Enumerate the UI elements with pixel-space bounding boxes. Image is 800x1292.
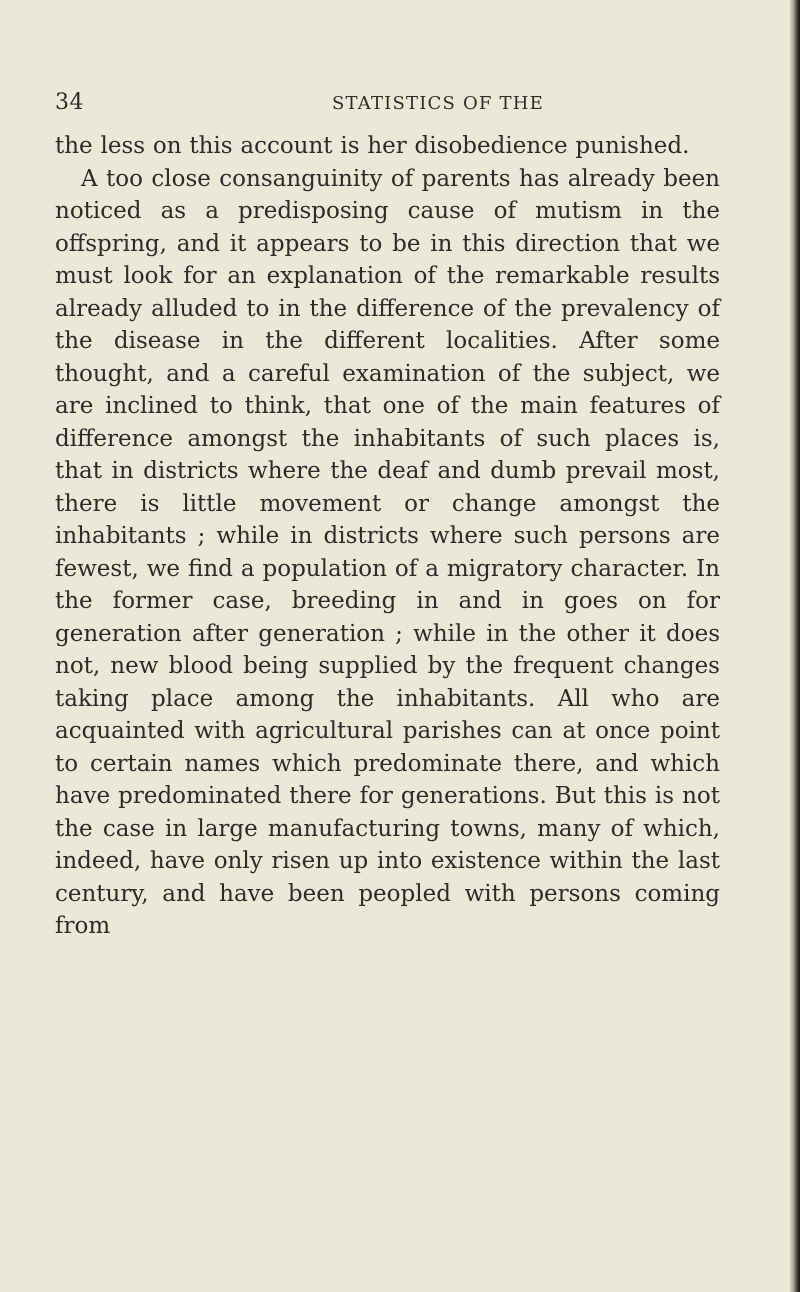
paragraph-continuation: the less on this account is her disobedience punished.	[55, 133, 690, 159]
running-head: STATISTICS OF THE	[332, 93, 544, 114]
paragraph-main: A too close consanguinity of parents has already been noticed as a predisposing cause of mutism in the offspring, and it appears to be in this direction that we must look for an explanation of the remarkable results already alluded to in the difference of the prevalency of the disease in the different localities. After some thought, and a careful examination of the subject, we are inclined to think, that one of the main features of difference amongst the inhabitants of such places is, that in districts where the deaf and dumb prevail most, there is little movement or change amongst the inhabitants ; while in districts where such persons are fewest, we find a population of a migratory character. In the former case, breeding in and in goes on for generation after generation ; while in the other it does not, new blood being supplied by the frequent changes taking place among the inhabitants. All who are acquainted with agricultural parishes can at once point to certain names which predominate there, and which have predominated there for generations. But this is not the case in large manufacturing towns, many of which, indeed, have only risen up into existence within the last century, and have been peopled with persons coming from	[55, 165, 720, 939]
body-text	[55, 130, 720, 943]
page-number: 34	[55, 90, 84, 115]
page-edge-shadow	[790, 0, 800, 1292]
page-header	[55, 90, 735, 120]
